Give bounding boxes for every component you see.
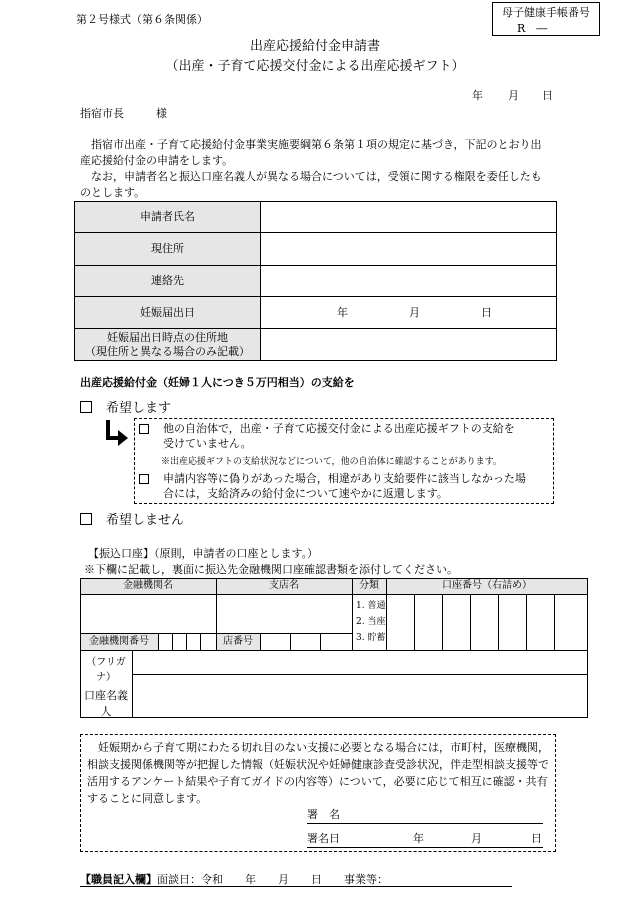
sign-month-label: 月 <box>471 832 482 845</box>
sub-option-1[interactable] <box>139 422 155 437</box>
option-yes-label: 希望します <box>106 401 172 416</box>
pregnancy-day-label: 日 <box>481 305 492 319</box>
pregnancy-month-label: 月 <box>409 305 420 319</box>
branch-code-label: 店番号 <box>223 636 253 647</box>
type-option-2[interactable]: 2. 当座 <box>356 617 386 627</box>
handbook-title: 母子健康手帳番号 <box>502 6 590 19</box>
type-option-3[interactable]: 3. 貯蓄 <box>356 633 386 643</box>
option-no-label: 希望しません <box>106 513 185 528</box>
date-month-label: 月 <box>508 89 519 102</box>
sign-field[interactable] <box>351 805 541 821</box>
addressee-name: 指宿市長 <box>80 107 124 120</box>
contact-field[interactable] <box>261 266 557 297</box>
consent-box <box>80 734 556 852</box>
handbook-number-box[interactable] <box>492 2 600 36</box>
prev-address-field[interactable] <box>261 329 557 361</box>
address-field[interactable] <box>261 233 557 266</box>
support-heading: 出産応援給付金（妊婦１人につき５万円相当）の支給を <box>80 376 355 389</box>
applicant-name-field[interactable] <box>261 202 557 233</box>
sign-day-label: 日 <box>531 832 542 845</box>
arrow-down-right-icon <box>104 418 130 450</box>
sub-option-2-text-line1: 申請内容等に偽りがあった場合，相違があり支給要件に該当しなかった場 <box>163 472 526 485</box>
handbook-value: R ― <box>517 21 548 35</box>
address-label: 現住所 <box>75 233 261 266</box>
consent-text: 妊娠期から子育て期にわたる切れ目のない支援に必要となる場合には，市町村，医療機関，相談支援関係機関等が把握した情報（妊娠状況や妊婦健康診査受診状況，伴走型相談支援等で活用するアンケート結果や子育てガイドの内容等）について，必要に応じて相互に確認・共有することに同意します。 <box>87 741 549 805</box>
option-yes-checkbox[interactable] <box>80 401 92 413</box>
bank-grid <box>80 578 588 718</box>
prev-address-label-line2: （現住所と異なる場合のみ記載） <box>85 344 250 358</box>
sub-option-1-note: ※出産応援ギフトの支給状況などについて，他の自治体に確認することがあります。 <box>161 457 502 467</box>
sign-year-label: 年 <box>413 832 424 845</box>
sub-option-1-text-line1: 他の自治体で，出産・子育て応援交付金による出産応援ギフトの支給を <box>163 422 515 435</box>
intro-paragraph-1: 指宿市出産・子育て応援給付金事業実施要綱第６条第１項の規定に基づき，下記のとおり出産応援給付金の申請をします。 <box>80 138 542 167</box>
pregnancy-year-label: 年 <box>337 305 348 319</box>
inst-code-label: 金融機関番号 <box>89 636 149 647</box>
pregnancy-date-label: 妊娠届出日 <box>75 297 261 329</box>
bank-heading: 【振込口座】（原則，申請者の口座とします。） <box>88 547 319 560</box>
furigana-label: （フリガナ） <box>86 657 126 683</box>
staff-label: 【職員記入欄】 <box>80 873 157 886</box>
sub-option-1-checkbox[interactable] <box>139 424 149 434</box>
business-field[interactable] <box>390 870 510 885</box>
sign-date-label: 署名日 <box>307 832 340 845</box>
sub-options-box <box>134 418 554 504</box>
sub-option-2[interactable] <box>139 472 155 487</box>
sub-option-2-text-line2: 合には，支給済みの給付金について速やかに返還します。 <box>163 487 448 500</box>
institution-label: 金融機関名 <box>123 580 173 591</box>
bank-note: ※下欄に記載し，裏面に振込先金融機関口座確認書類を添付してください。 <box>84 563 458 576</box>
contact-label: 連絡先 <box>75 266 261 297</box>
prev-address-label-line1: 妊娠届出日時点の住所地 <box>107 330 228 344</box>
applicant-table <box>74 201 557 361</box>
staff-interview: 面談日：令和 年 月 日 事業等： <box>157 873 388 886</box>
form-title: 出産応援給付金申請書 <box>249 39 380 54</box>
type-option-1[interactable]: 1. 普通 <box>356 601 386 611</box>
pregnancy-date-field[interactable] <box>261 297 557 329</box>
form-number: 第２号様式（第６条関係） <box>76 13 208 26</box>
applicant-name-label: 申請者氏名 <box>75 202 261 233</box>
intro-paragraph-2: なお，申請者名と振込口座名義人が異なる場合については，受領に関する権限を委任したものとします。 <box>80 170 542 199</box>
branch-name-field[interactable] <box>220 598 348 630</box>
type-label: 分類 <box>359 580 379 591</box>
sub-option-1-text-line2: 受けていません。 <box>163 437 252 450</box>
date-year-label: 年 <box>472 89 483 102</box>
sign-label: 署 名 <box>307 808 340 821</box>
option-no[interactable] <box>80 512 184 531</box>
addressee-sama: 様 <box>156 107 167 120</box>
furigana-field[interactable] <box>136 654 584 672</box>
date-day-label: 日 <box>542 89 553 102</box>
option-no-checkbox[interactable] <box>80 513 92 525</box>
holder-label: 口座名義人 <box>84 689 128 718</box>
account-label: 口座番号（右詰め） <box>442 580 532 591</box>
account-holder-field[interactable] <box>136 678 584 714</box>
branch-label: 支店名 <box>269 580 299 591</box>
sub-option-2-checkbox[interactable] <box>139 474 149 484</box>
prev-address-label <box>75 329 261 361</box>
institution-name-field[interactable] <box>84 598 212 630</box>
form-subtitle: （出産・子育て応援交付金による出産応援ギフト） <box>165 59 465 74</box>
option-yes[interactable] <box>80 400 171 419</box>
account-number-field[interactable] <box>390 598 584 646</box>
